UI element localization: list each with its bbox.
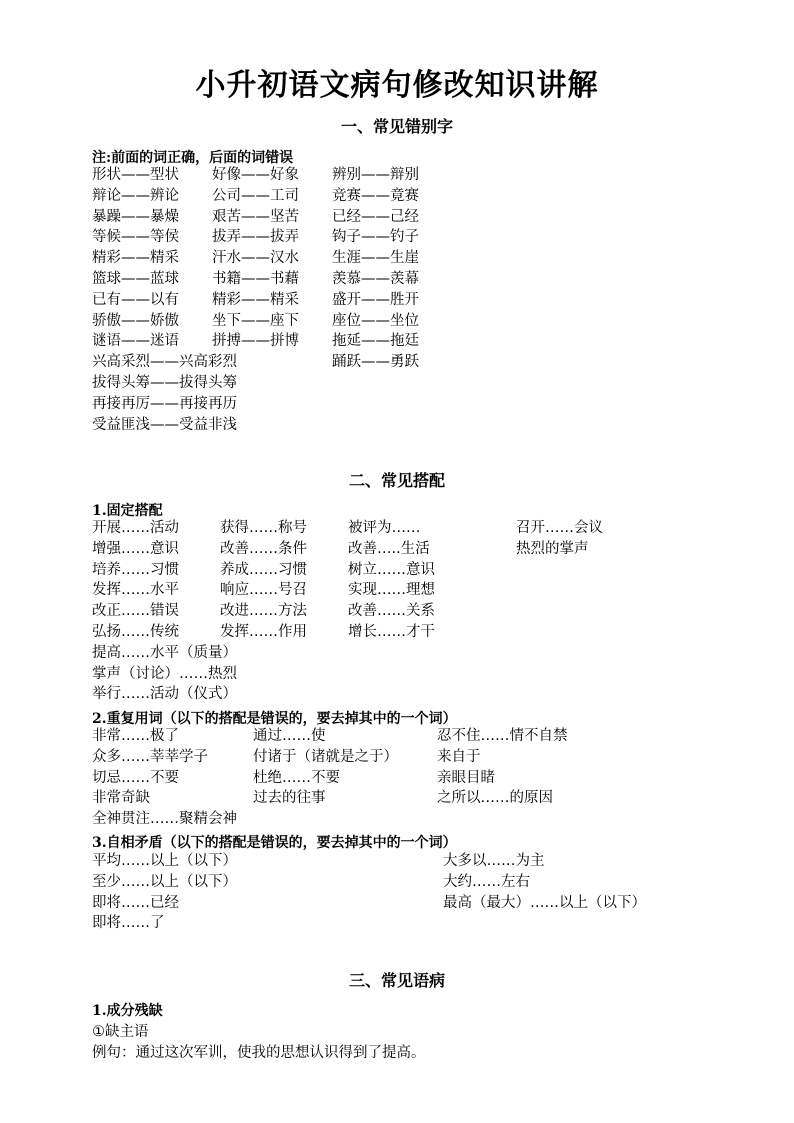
- fixed-cell: 被评为……: [348, 520, 421, 536]
- typo-cell: 已有——以有: [92, 291, 179, 308]
- repeat-cell: 来自于: [437, 748, 481, 765]
- typo-cell: 辩论——辨论: [92, 187, 179, 204]
- typo-cell: 坐下——座下: [212, 312, 299, 329]
- typo-cell: 座位——坐位: [332, 312, 419, 329]
- typo-cell: 骄傲——娇傲: [92, 312, 179, 329]
- typo-cell: 公司——工司: [212, 187, 299, 204]
- typo-cell: 精彩——精采: [212, 291, 299, 308]
- fixed-cell: 热烈的掌声: [516, 540, 589, 557]
- repeat-heading: 2.重复用词（以下的搭配是错误的，要去掉其中的一个词）: [92, 711, 457, 727]
- repeat-cell: 亲眼目睹: [437, 769, 495, 786]
- contra-cell: 至少……以上（以下）: [92, 873, 237, 890]
- fixed-cell: 改善…..生活: [348, 540, 430, 557]
- typo-cell: 拔弄——拔弄: [212, 229, 299, 246]
- typo-cell: 辨别——辩别: [332, 167, 419, 183]
- typo-cell: 受益匪浅——受益非浅: [92, 416, 237, 433]
- typo-cell: 羡慕——羡幕: [332, 271, 419, 287]
- fixed-cell: 树立……意识: [348, 561, 435, 578]
- fixed-cell: 改正……错误: [92, 603, 179, 620]
- errors-heading: 1.成分残缺: [92, 1003, 163, 1019]
- repeat-cell: 忍不住……情不自禁: [437, 728, 568, 744]
- repeat-cell: 切忌……不要: [92, 769, 179, 786]
- repeat-cell: 全神贯注……聚精会神: [92, 811, 237, 828]
- page-title: 小升初语文病句修改知识讲解: [195, 68, 599, 103]
- typo-cell: 汗水——汉水: [212, 250, 299, 267]
- typo-cell: 形状——型状: [92, 167, 179, 183]
- errors-subheading: ①缺主语: [92, 1024, 149, 1040]
- typo-cell: 拼搏——拼博: [212, 333, 299, 350]
- contra-cell: 大多以……为主: [443, 853, 545, 869]
- typos-note: 注:前面的词正确，后面的词错误: [92, 150, 294, 166]
- fixed-cell: 发挥……作用: [220, 624, 307, 640]
- fixed-cell: 培养……习惯: [92, 561, 179, 578]
- fixed-cell: 增强……意识: [92, 540, 179, 557]
- typo-cell: 踊跃——勇跃: [332, 354, 419, 371]
- repeat-cell: 非常奇缺: [92, 790, 150, 807]
- fixed-cell: 发挥……水平: [92, 582, 179, 599]
- fixed-heading: 1.固定搭配: [92, 503, 163, 519]
- repeat-cell: 众多……莘莘学子: [92, 748, 208, 765]
- fixed-cell: 改进……方法: [220, 603, 307, 620]
- repeat-cell: 之所以……的原因: [437, 790, 553, 807]
- typo-cell: 暴躁——暴燥: [92, 208, 179, 225]
- contra-cell: 平均……以上（以下）: [92, 853, 237, 869]
- typo-cell: 再接再厉——再接再历: [92, 395, 237, 412]
- typo-cell: 竞赛——竟赛: [332, 187, 419, 204]
- typo-cell: 兴高采烈——兴高彩烈: [92, 354, 237, 371]
- contra-cell: 即将……已经: [92, 894, 179, 911]
- contra-cell: 最高（最大）……以上（以下）: [443, 894, 646, 911]
- fixed-cell: 响应……号召: [220, 582, 307, 599]
- typo-cell: 艰苦——坚苦: [212, 208, 299, 225]
- fixed-cell: 掌声（讨论）……热烈: [92, 665, 237, 682]
- typo-cell: 篮球——蓝球: [92, 271, 179, 287]
- section-heading-errors: 三、常见语病: [348, 971, 445, 990]
- typo-cell: 拔得头筹——拔得头筹: [92, 375, 237, 391]
- typo-cell: 精彩——精采: [92, 250, 179, 267]
- contra-heading: 3.自相矛盾（以下的搭配是错误的，要去掉其中的一个词）: [92, 835, 457, 851]
- fixed-cell: 改善……关系: [348, 603, 435, 620]
- typo-cell: 已经——己经: [332, 208, 419, 225]
- repeat-cell: 非常……极了: [92, 728, 179, 744]
- fixed-cell: 弘扬……传统: [92, 624, 179, 640]
- typo-cell: 钩子——钓子: [332, 229, 419, 246]
- typo-cell: 谜语——迷语: [92, 333, 179, 350]
- repeat-cell: 杜绝……不要: [253, 769, 340, 786]
- fixed-cell: 举行……活动（仪式）: [92, 686, 237, 703]
- fixed-cell: 实现……理想: [348, 582, 435, 599]
- fixed-cell: 召开……会议: [516, 520, 603, 536]
- section-heading-typos: 一、常见错别字: [340, 117, 453, 136]
- typo-cell: 拖延——拖廷: [332, 333, 419, 350]
- typo-cell: 好像——好象: [212, 167, 299, 183]
- typo-cell: 等候——等侯: [92, 229, 179, 246]
- fixed-cell: 养成……习惯: [220, 561, 307, 578]
- fixed-cell: 增长……才干: [348, 624, 435, 640]
- contra-cell: 大约……左右: [443, 873, 530, 890]
- contra-cell: 即将……了: [92, 915, 165, 932]
- section-heading-collocations: 二、常见搭配: [348, 471, 445, 490]
- repeat-cell: 过去的往事: [253, 790, 326, 807]
- repeat-cell: 付诸于（诸就是之于）: [253, 748, 398, 765]
- typo-cell: 生涯——生崖: [332, 250, 419, 267]
- fixed-cell: 开展……活动: [92, 520, 179, 536]
- typo-cell: 盛开——胜开: [332, 291, 419, 308]
- fixed-cell: 改善……条件: [220, 540, 307, 557]
- typo-cell: 书籍——书藉: [212, 271, 299, 287]
- example-sentence: 例句：通过这次军训，使我的思想认识得到了提高。: [92, 1045, 426, 1061]
- repeat-cell: 通过……使: [253, 728, 326, 744]
- fixed-cell: 提高……水平（质量）: [92, 644, 237, 661]
- fixed-cell: 获得……称号: [220, 520, 307, 536]
